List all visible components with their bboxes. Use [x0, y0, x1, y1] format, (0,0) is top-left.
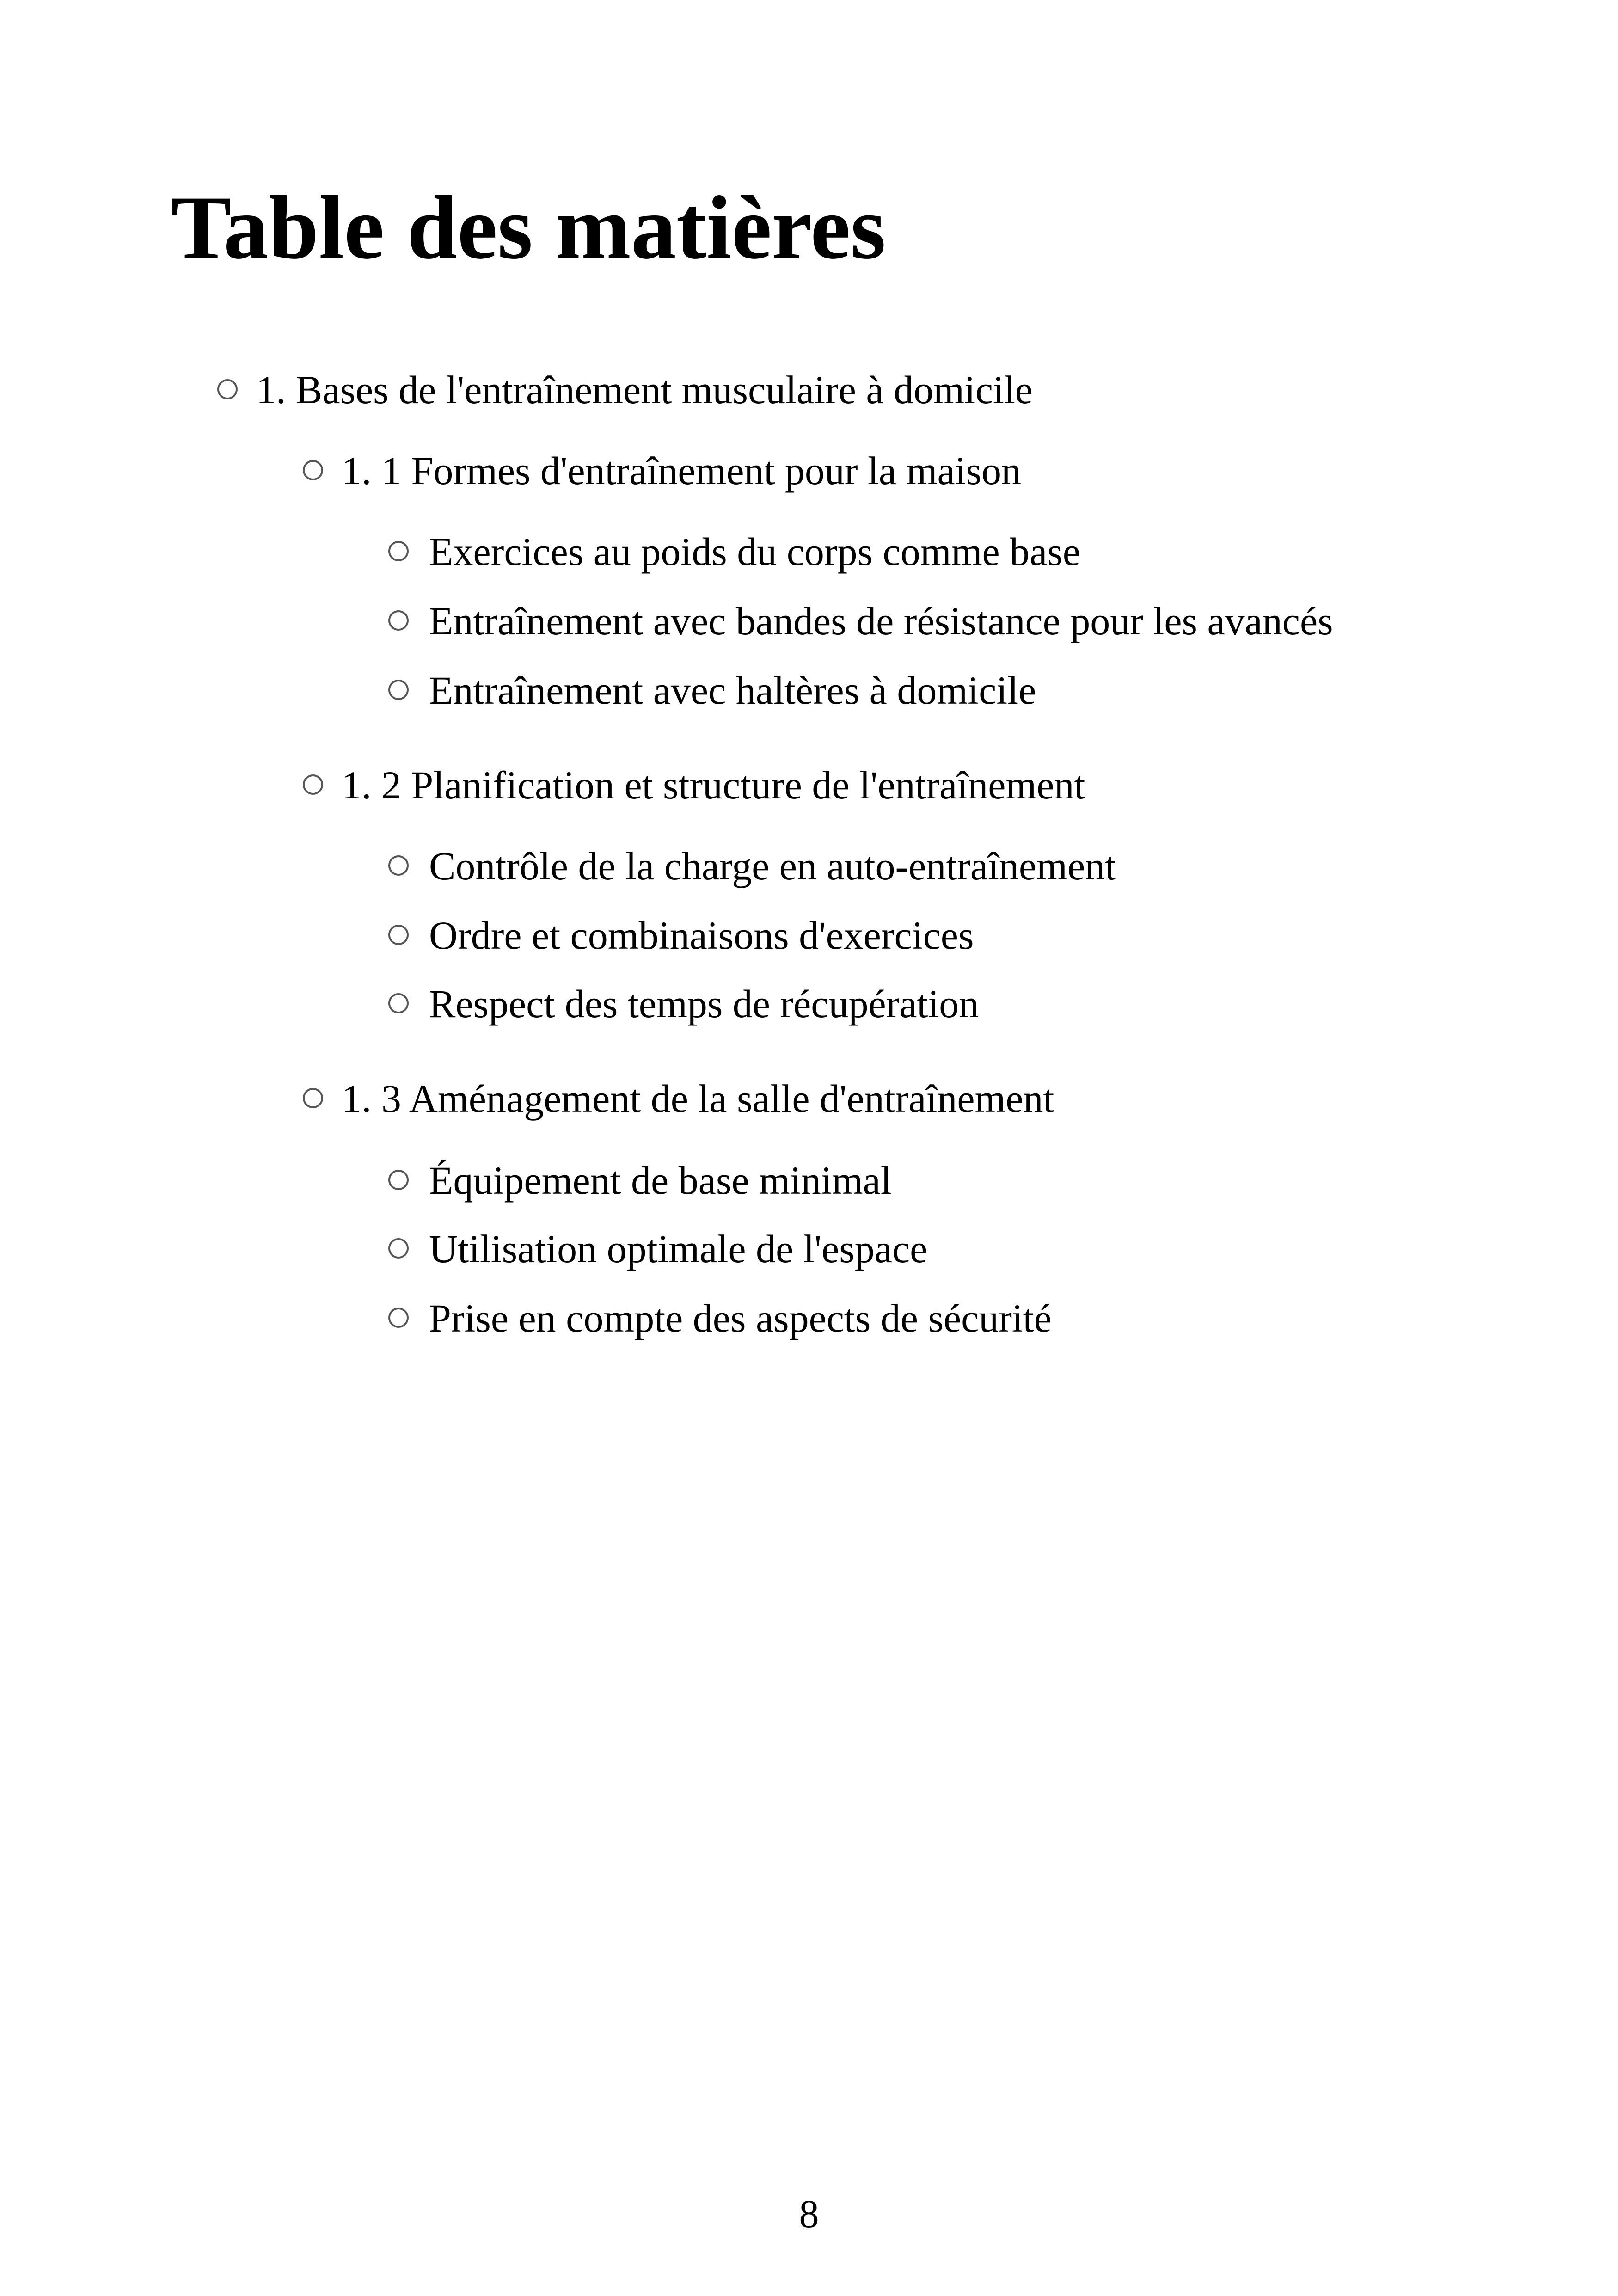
toc-entry-label: Exercices au poids du corps comme base [429, 529, 1080, 574]
toc-entry-label: Entraînement avec haltères à domicile [429, 668, 1036, 712]
toc-entry-item[interactable] [388, 846, 1116, 886]
circle-bullet-icon [388, 541, 409, 561]
toc-entry-label: Entraînement avec bandes de résistance pour les avancés [429, 599, 1333, 643]
circle-bullet-icon [388, 1308, 409, 1328]
toc-entry-label: Utilisation optimale de l'espace [429, 1227, 928, 1271]
toc-entry-label: Contrôle de la charge en auto-entraînement [429, 844, 1116, 888]
circle-bullet-icon [303, 774, 323, 795]
circle-bullet-icon [388, 610, 409, 631]
toc-entry-label: Ordre et combinaisons d'exercices [429, 913, 974, 958]
toc-entry-label: 1. 3 Aménagement de la salle d'entraînement [342, 1076, 1054, 1121]
circle-bullet-icon [388, 993, 409, 1013]
toc-entry-label: 1. Bases de l'entraînement musculaire à domicile [256, 368, 1033, 412]
toc-entry-label: Équipement de base minimal [429, 1158, 892, 1203]
toc-entry-label: 1. 1 Formes d'entraînement pour la maison [342, 448, 1022, 493]
circle-bullet-icon [388, 680, 409, 700]
toc-entry-label: Respect des temps de récupération [429, 982, 979, 1026]
toc-entry-label: 1. 2 Planification et structure de l'entraînement [342, 763, 1085, 807]
circle-bullet-icon [388, 925, 409, 945]
toc-entry-chapter-1[interactable] [217, 370, 1033, 410]
toc-entry-item[interactable] [388, 601, 1333, 641]
toc-entry-item[interactable] [388, 529, 1080, 574]
toc-entry-section-1-3[interactable] [303, 1076, 1054, 1121]
toc-entry-item[interactable] [388, 984, 979, 1024]
toc-entry-section-1-2[interactable] [303, 765, 1085, 805]
toc-entry-item[interactable] [388, 1298, 1052, 1338]
page-number: 8 [799, 2192, 819, 2236]
circle-bullet-icon [388, 855, 409, 876]
circle-bullet-icon [303, 1088, 323, 1108]
circle-bullet-icon [388, 1170, 409, 1190]
toc-entry-item[interactable] [388, 1229, 927, 1269]
toc-entry-label: Prise en compte des aspects de sécurité [429, 1296, 1052, 1340]
circle-bullet-icon [217, 379, 238, 399]
page-title: Table des matières [171, 178, 886, 278]
circle-bullet-icon [388, 1238, 409, 1259]
toc-entry-section-1-1[interactable] [303, 448, 1022, 493]
toc-entry-item[interactable] [388, 1158, 892, 1203]
circle-bullet-icon [303, 460, 323, 480]
toc-entry-item[interactable] [388, 913, 974, 958]
toc-entry-item[interactable] [388, 670, 1036, 710]
